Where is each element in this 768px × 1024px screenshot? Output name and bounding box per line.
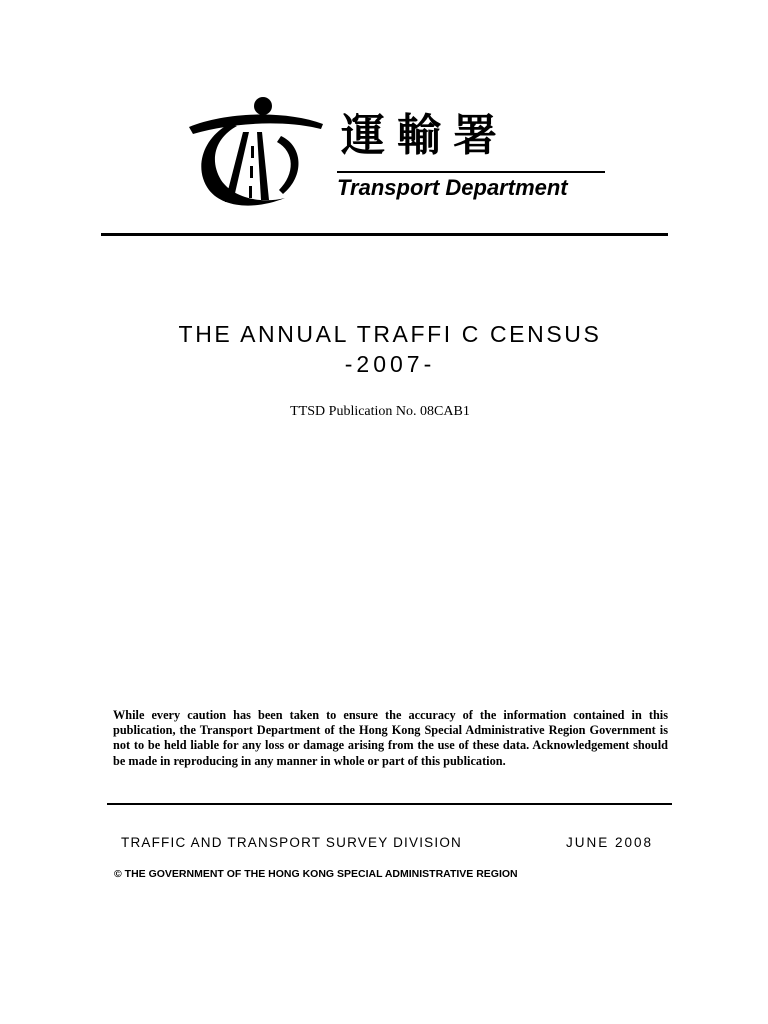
footer-rule [107, 803, 672, 805]
logo-divider [337, 171, 605, 173]
logo-chinese-name: 運輸署 [341, 110, 509, 161]
transport-department-logo [185, 94, 610, 210]
copyright-notice: © THE GOVERNMENT OF THE HONG KONG SPECIAL ADMINISTRATIVE REGION [114, 868, 518, 880]
disclaimer-paragraph: While every caution has been taken to ensure the accuracy of the information contained in this publication, the Transport Department of the Hong Kong Special Administrative Region Government is not to be held liable for any loss or damage arising from the use of these data. Acknowledgement should be made in reproducing in any manner in whole or part of this publication. [113, 708, 668, 768]
publication-date: JUNE 2008 [566, 835, 654, 850]
logo-english-name: Transport Department [337, 175, 568, 200]
document-title: THE ANNUAL TRAFFI C CENSUS [178, 321, 602, 347]
header-rule [101, 233, 668, 236]
td-emblem-icon [185, 94, 335, 210]
division-name: TRAFFIC AND TRANSPORT SURVEY DIVISION [121, 835, 462, 850]
document-year: -2007- [344, 351, 436, 377]
publication-number: TTSD Publication No. 08CAB1 [290, 404, 470, 419]
